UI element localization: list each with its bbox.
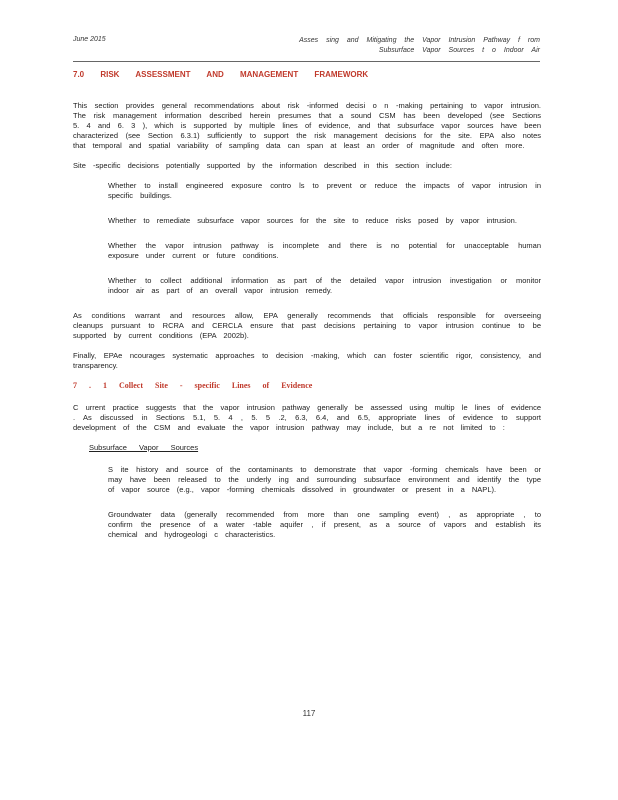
section-paragraph-4: Finally, EPAe ncourages systematic approaches to decision -making, which can foster scientific rigor, consistency, and transparency. <box>73 351 541 370</box>
evidence-bullet-list <box>73 465 541 540</box>
list-item <box>73 216 541 226</box>
header-rule <box>73 61 540 62</box>
list-item-text: Groundwater data (generally recommended from more than one sampling event) , as appropriate , to confirm the presence of a water -table aquifer , if present, as a source of vapors and establish its chemical and hydrogeologi c characteristics. <box>108 510 541 539</box>
main-content <box>73 70 541 555</box>
header-title-line-1: Asses sing and Mitigating the Vapor Intrusion Pathway f rom <box>299 37 540 44</box>
header-title-line-2: Subsurface Vapor Sources t o Indoor Air <box>378 47 540 54</box>
list-item-text: Whether to collect additional information as part of the detailed vapor intrusion investigation or monitor indoor air as part of an overall vapor intrusion remedy. <box>108 276 541 295</box>
list-item <box>73 276 541 296</box>
subsection-title: 7 . 1 Collect Site - specific Lines of Evidence <box>73 381 313 390</box>
section-paragraph-2: Site -specific decisions potentially supported by the information described in this section include: <box>73 161 452 170</box>
list-item <box>73 181 541 201</box>
list-item-text: Whether to remediate subsurface vapor sources for the site to reduce risks posed by vapor intrusion. <box>108 216 517 225</box>
list-item-text: Whether to install engineered exposure contro ls to prevent or reduce the impacts of vapor intrusion in specific buildings. <box>108 181 541 200</box>
subsection-paragraph-1: C urrent practice suggests that the vapor intrusion pathway generally be assessed using multip le lines of evidence . As discussed in Sections 5.1, 5. 4 , 5. 5 .2, 6.3, 6.4, and 6.5, appropriate lines of evidence to support development of the CSM and evaluate the vapor intrusion pathway may include, but a re not limited to : <box>73 403 541 432</box>
decision-bullet-list <box>73 181 541 296</box>
section-title: 7.0 RISK ASSESSMENT AND MANAGEMENT FRAMEWORK <box>73 70 369 79</box>
page-number: 117 <box>302 709 316 718</box>
section-paragraph-1: This section provides general recommendations about risk -informed decisi o n -making pertaining to vapor intrusion. The risk management information described herein presumes that a sound CSM has been developed (see Sections 5. 4 and 6. 3 ), which is supported by multiple lines of evidence, and that subsurface vapor sources have been characterized (see Section 6.3.1) sufficiently to support the risk management decisions for the site. EPA also notes that temporal and spatial variability of sampling data can span at least an order of magnitude and often more. <box>73 101 541 150</box>
list-item <box>73 465 541 495</box>
list-item <box>73 510 541 540</box>
list-item-text: Whether the vapor intrusion pathway is incomplete and there is no potential for unacceptable human exposure under current or future conditions. <box>108 241 541 260</box>
list-item <box>73 241 541 261</box>
section-paragraph-3: As conditions warrant and resources allow, EPA generally recommends that officials responsible for overseeing cleanups pursuant to RCRA and CERCLA ensure that past decisions pertaining to vapor intrusion continue to be supported by current conditions (EPA 2002b). <box>73 311 541 340</box>
header-date: June 2015 <box>73 36 106 43</box>
header-title <box>299 36 540 56</box>
subsection-heading: Subsurface Vapor Sources <box>89 443 199 452</box>
list-item-text: S ite history and source of the contaminants to demonstrate that vapor -forming chemicals have been or may have been released to the underly ing and surrounding subsurface environment and identify the type of vapor source (e.g., vapor -forming chemicals dissolved in groundwater or present in a NAPL). <box>108 465 541 494</box>
